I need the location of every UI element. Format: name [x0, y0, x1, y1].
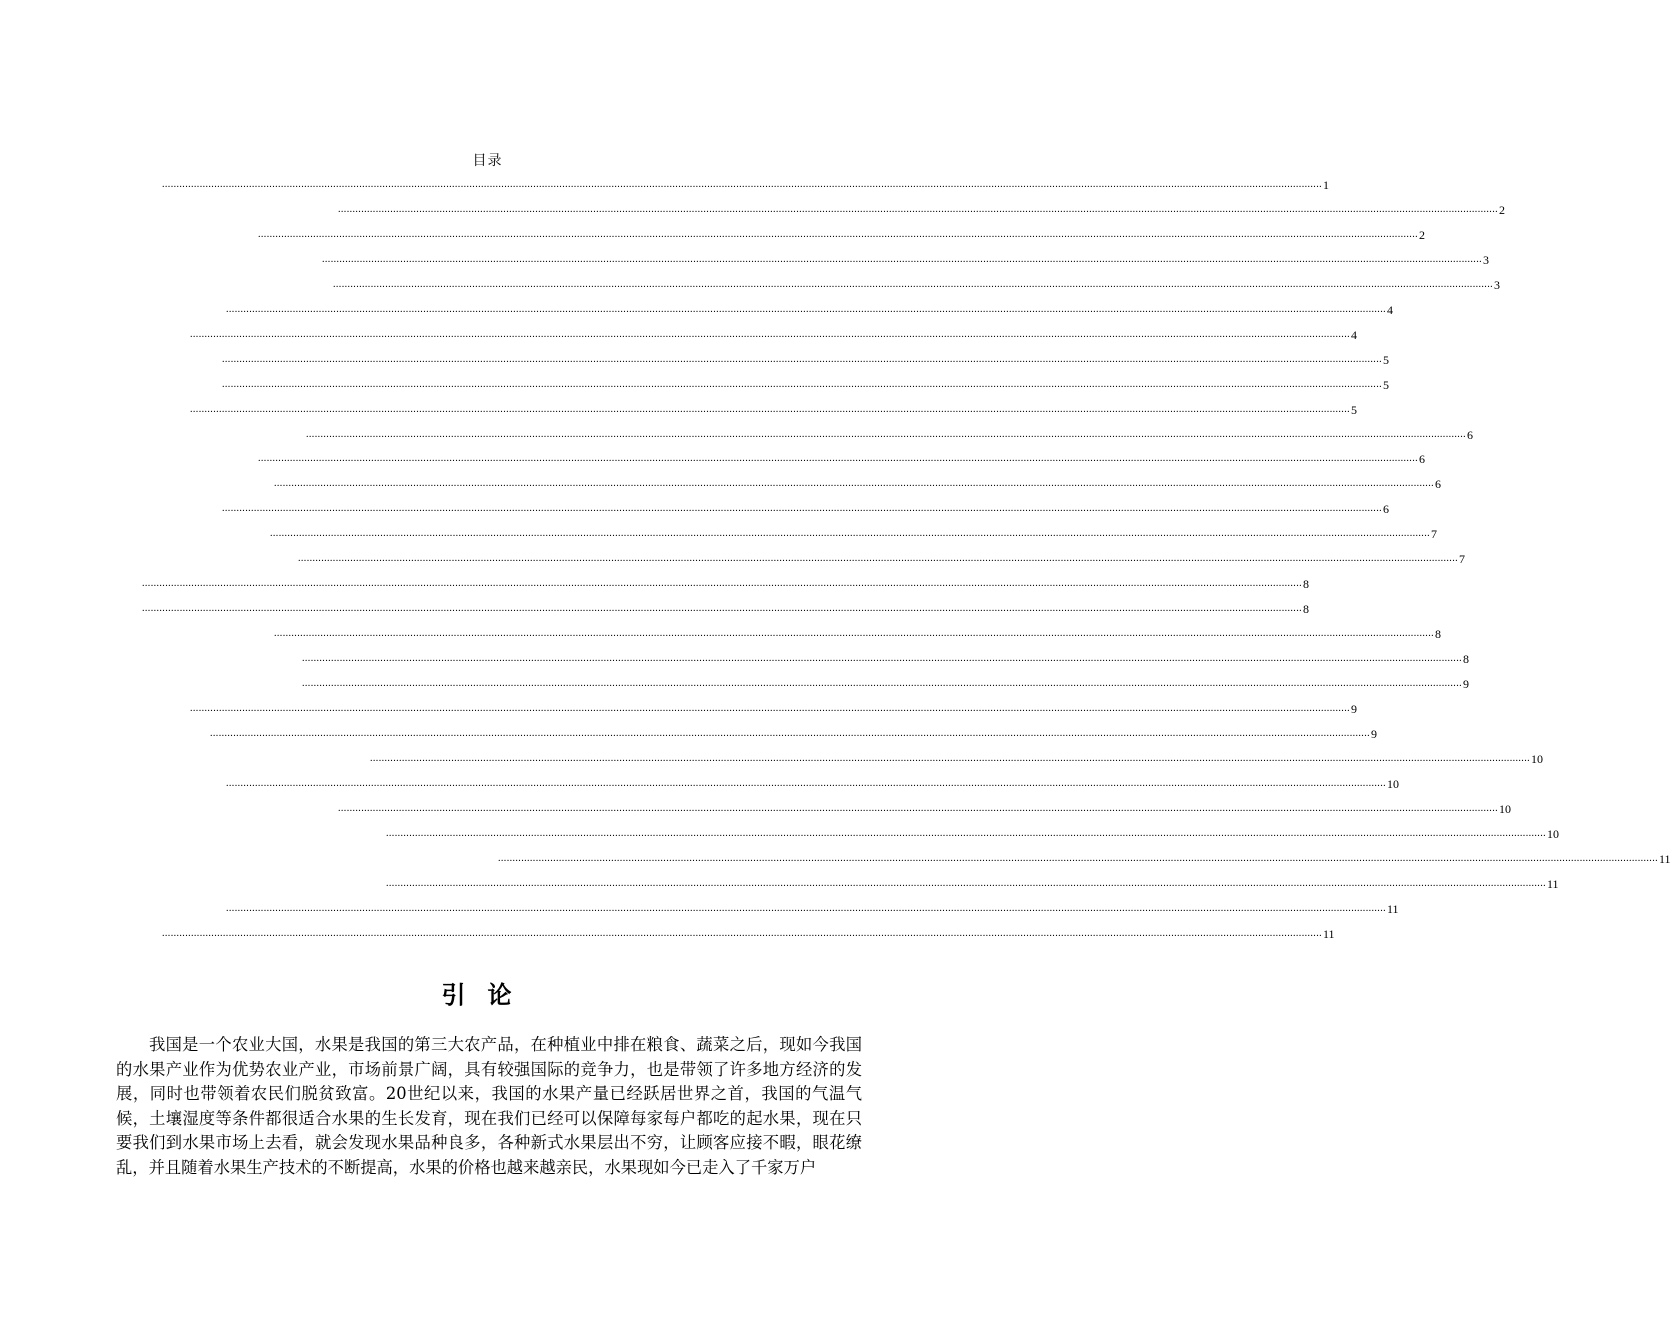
toc-dot-leader: ................................................................................................................................................................................................................................................................................................................................................................................................................	[298, 553, 1458, 565]
toc-entry[interactable]	[306, 426, 1473, 442]
toc-entry[interactable]	[190, 700, 1357, 716]
toc-dot-leader: ................................................................................................................................................................................................................................................................................................................................................................................................................	[386, 877, 1546, 889]
toc-entry[interactable]	[258, 226, 1425, 242]
toc-entry[interactable]	[338, 800, 1511, 816]
toc-page-number: 8	[1303, 602, 1309, 617]
toc-page-number: 11	[1659, 851, 1671, 866]
toc-dot-leader: ................................................................................................................................................................................................................................................................................................................................................................................................................	[222, 378, 1382, 390]
toc-entry[interactable]	[142, 600, 1309, 617]
toc-dot-leader: ................................................................................................................................................................................................................................................................................................................................................................................................................	[306, 428, 1466, 440]
toc-entry[interactable]	[302, 650, 1469, 667]
toc-dot-leader: ................................................................................................................................................................................................................................................................................................................................................................................................................	[386, 827, 1546, 839]
toc-entry[interactable]	[322, 251, 1489, 267]
toc-entry[interactable]	[190, 326, 1357, 342]
toc-page-number: 5	[1383, 352, 1389, 367]
body-paragraph: 我国是一个农业大国，水果是我国的第三大农产品，在种植业中排在粮食、蔬菜之后，现如今我国的水果产业作为优势农业产业，市场前景广阔，具有较强国际的竞争力，也是带领了许多地方经济的发展，同时也带领着农民们脱贫致富。20世纪以来，我国的水果产量已经跃居世界之首，我国的气温气候，土壤湿度等条件都很适合水果的生长发育，现在我们已经可以保障每家每户都吃的起水果，现在只要我们到水果市场上去看，就会发现水果品种良多，各种新式水果层出不穷，让顾客应接不暇，眼花缭乱，并且随着水果生产技术的不断提高，水果的价格也越来越亲民，水果现如今已走入了千家万户	[116, 1035, 862, 1177]
toc-entry[interactable]	[226, 775, 1399, 791]
toc-page-number: 6	[1419, 452, 1425, 467]
toc-dot-leader: ................................................................................................................................................................................................................................................................................................................................................................................................................	[226, 777, 1386, 789]
toc-page-number: 8	[1435, 627, 1441, 642]
toc-dot-leader: ................................................................................................................................................................................................................................................................................................................................................................................................................	[226, 303, 1386, 315]
toc-page-number: 7	[1459, 552, 1465, 567]
toc-page-number: 1	[1323, 178, 1329, 192]
toc-dot-leader: ................................................................................................................................................................................................................................................................................................................................................................................................................	[302, 653, 1462, 665]
toc-dot-leader: ................................................................................................................................................................................................................................................................................................................................................................................................................	[226, 902, 1386, 914]
toc-dot-leader: ................................................................................................................................................................................................................................................................................................................................................................................................................	[222, 503, 1382, 515]
toc-dot-leader: ................................................................................................................................................................................................................................................................................................................................................................................................................	[338, 203, 1498, 215]
toc-page-number: 4	[1387, 302, 1393, 317]
toc-entry[interactable]	[274, 625, 1441, 642]
toc-page-number: 7	[1431, 527, 1437, 542]
toc-dot-leader: ................................................................................................................................................................................................................................................................................................................................................................................................................	[302, 678, 1462, 689]
toc-dot-leader: ................................................................................................................................................................................................................................................................................................................................................................................................................	[162, 927, 1322, 939]
toc-entry[interactable]	[142, 575, 1309, 592]
toc-dot-leader: ................................................................................................................................................................................................................................................................................................................................................................................................................	[270, 528, 1430, 540]
toc-entry[interactable]	[498, 850, 1671, 866]
toc-entry[interactable]	[190, 401, 1357, 417]
toc-dot-leader: ................................................................................................................................................................................................................................................................................................................................................................................................................	[162, 179, 1322, 190]
toc-entry[interactable]	[370, 750, 1543, 766]
toc-page-number: 5	[1351, 402, 1357, 417]
toc-page-number: 6	[1435, 477, 1441, 492]
toc-entry[interactable]	[222, 376, 1389, 392]
toc-dot-leader: ................................................................................................................................................................................................................................................................................................................................................................................................................	[190, 702, 1350, 714]
toc-page-number: 6	[1383, 502, 1389, 517]
toc-dot-leader: ................................................................................................................................................................................................................................................................................................................................................................................................................	[258, 453, 1418, 465]
toc-entry[interactable]	[222, 500, 1389, 517]
toc-entry[interactable]	[210, 725, 1377, 741]
toc-page-number: 9	[1463, 677, 1469, 691]
toc-page-number: 6	[1467, 427, 1473, 442]
toc-dot-leader: ................................................................................................................................................................................................................................................................................................................................................................................................................	[190, 328, 1350, 340]
toc-entry[interactable]	[162, 925, 1335, 941]
toc-entry[interactable]	[298, 550, 1465, 567]
toc-page-number: 10	[1387, 776, 1399, 791]
toc-page-number: 9	[1351, 701, 1357, 716]
toc-page-number: 3	[1483, 252, 1489, 267]
toc-page-number: 4	[1351, 327, 1357, 342]
toc-page-number: 3	[1494, 277, 1500, 292]
toc-dot-leader: ................................................................................................................................................................................................................................................................................................................................................................................................................	[274, 628, 1434, 640]
toc-page-number: 10	[1499, 801, 1511, 816]
toc-entry[interactable]	[226, 900, 1399, 916]
toc-entry[interactable]	[258, 450, 1425, 467]
toc-page-number: 11	[1547, 876, 1559, 891]
toc-page-number: 9	[1371, 726, 1377, 741]
toc-dot-leader: ................................................................................................................................................................................................................................................................................................................................................................................................................	[322, 253, 1482, 265]
toc-page-number: 10	[1547, 826, 1559, 841]
toc-dot-leader: ................................................................................................................................................................................................................................................................................................................................................................................................................	[210, 727, 1370, 739]
toc-dot-leader: ................................................................................................................................................................................................................................................................................................................................................................................................................	[142, 578, 1302, 590]
toc-dot-leader: ................................................................................................................................................................................................................................................................................................................................................................................................................	[190, 403, 1350, 415]
section-heading: 引论	[441, 981, 534, 1009]
toc-dot-leader: ................................................................................................................................................................................................................................................................................................................................................................................................................	[370, 752, 1530, 764]
toc-dot-leader: ................................................................................................................................................................................................................................................................................................................................................................................................................	[258, 228, 1418, 240]
toc-page-number: 10	[1531, 751, 1543, 766]
toc-title: 目录	[472, 153, 503, 169]
toc-entry[interactable]	[338, 201, 1505, 217]
toc-page-number: 2	[1499, 202, 1505, 217]
toc-dot-leader: ................................................................................................................................................................................................................................................................................................................................................................................................................	[222, 353, 1382, 365]
toc-dot-leader: ................................................................................................................................................................................................................................................................................................................................................................................................................	[142, 603, 1302, 615]
toc-entry[interactable]	[302, 675, 1469, 691]
toc-dot-leader: ................................................................................................................................................................................................................................................................................................................................................................................................................	[333, 278, 1493, 290]
toc-page-number: 5	[1383, 377, 1389, 392]
toc-entry[interactable]	[333, 276, 1500, 292]
toc-page-number: 11	[1387, 901, 1399, 916]
toc-page-number: 11	[1323, 926, 1335, 941]
toc-dot-leader: ................................................................................................................................................................................................................................................................................................................................................................................................................	[338, 802, 1498, 814]
toc-page-number: 8	[1463, 652, 1469, 667]
toc-entry[interactable]	[274, 475, 1441, 492]
toc-entry[interactable]	[226, 301, 1393, 317]
toc-entry[interactable]	[270, 525, 1437, 542]
toc-dot-leader: ................................................................................................................................................................................................................................................................................................................................................................................................................	[498, 852, 1658, 864]
toc-entry[interactable]	[222, 351, 1389, 367]
toc-entry[interactable]	[386, 875, 1559, 891]
toc-page-number: 8	[1303, 577, 1309, 592]
toc-entry[interactable]	[162, 176, 1329, 192]
toc-dot-leader: ................................................................................................................................................................................................................................................................................................................................................................................................................	[274, 478, 1434, 490]
toc-page-number: 2	[1419, 227, 1425, 242]
toc-entry[interactable]	[386, 825, 1559, 841]
